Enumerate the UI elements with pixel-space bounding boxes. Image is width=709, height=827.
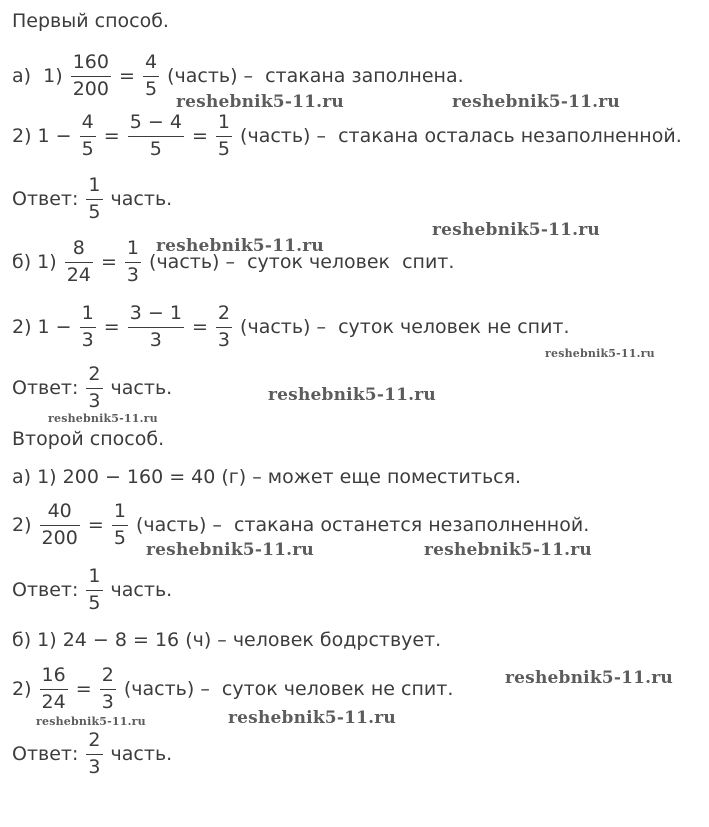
numerator: 4 bbox=[144, 51, 158, 73]
method1-title-text: Первый способ. bbox=[12, 10, 169, 32]
denominator: 3 bbox=[101, 691, 114, 714]
fraction bbox=[128, 112, 184, 161]
numerator: 160 bbox=[72, 51, 109, 73]
denominator: 200 bbox=[41, 527, 78, 550]
watermark-text: reshebnik5-11.ru bbox=[268, 385, 436, 405]
equals-sign: = bbox=[112, 65, 141, 88]
answer-label: Ответ: bbox=[12, 377, 85, 400]
fraction-bar bbox=[100, 689, 116, 691]
fraction-bar bbox=[216, 327, 232, 329]
denominator: 200 bbox=[72, 78, 109, 101]
fraction bbox=[125, 238, 141, 287]
fraction bbox=[216, 112, 232, 161]
step-text: (часть) – суток человек спит. bbox=[143, 251, 455, 274]
denominator: 5 bbox=[149, 138, 162, 161]
watermark-text: reshebnik5-11.ru bbox=[36, 715, 146, 728]
denominator: 5 bbox=[88, 201, 101, 224]
step-label: 2) bbox=[12, 514, 38, 537]
step-text: (часть) – стакана заполнена. bbox=[161, 65, 464, 88]
step-label: 2) 1 − bbox=[12, 316, 78, 339]
numerator: 1 bbox=[217, 111, 231, 133]
method2-b-step2 bbox=[12, 665, 453, 714]
fraction bbox=[80, 112, 96, 161]
fraction bbox=[100, 665, 116, 714]
step-text: а) 1) 200 − 160 = 40 (г) – может еще поместиться. bbox=[12, 466, 522, 488]
method1-b-step2 bbox=[12, 303, 570, 352]
method2-answer-b bbox=[12, 730, 172, 779]
method1-title bbox=[12, 12, 169, 31]
watermark-text: reshebnik5-11.ru bbox=[452, 92, 620, 112]
equals-sign: = bbox=[185, 316, 214, 339]
answer-text: часть. bbox=[104, 377, 173, 400]
method2-a-step1 bbox=[12, 468, 521, 487]
answer-text: часть. bbox=[104, 743, 173, 766]
equals-sign: = bbox=[97, 125, 126, 148]
step-text: (часть) – стакана останется незаполненной. bbox=[129, 514, 590, 537]
method1-answer-a bbox=[12, 175, 172, 224]
numerator: 16 bbox=[41, 664, 66, 686]
numerator: 2 bbox=[217, 302, 231, 324]
numerator: 2 bbox=[88, 729, 101, 751]
denominator: 5 bbox=[217, 138, 231, 161]
fraction bbox=[216, 303, 232, 352]
denominator: 3 bbox=[217, 329, 231, 352]
step-label: 2) bbox=[12, 678, 38, 701]
equals-sign: = bbox=[185, 125, 214, 148]
watermark-text: reshebnik5-11.ru bbox=[146, 540, 314, 560]
fraction bbox=[143, 52, 159, 101]
denominator: 3 bbox=[88, 756, 101, 779]
fraction-bar bbox=[216, 136, 232, 138]
method2-b-step1 bbox=[12, 631, 441, 650]
method1-a-step2 bbox=[12, 112, 682, 161]
watermark-text: reshebnik5-11.ru bbox=[48, 412, 158, 425]
fraction bbox=[65, 238, 93, 287]
method2-title-text: Второй способ. bbox=[12, 428, 165, 450]
equals-sign: = bbox=[81, 514, 110, 537]
fraction-bar bbox=[143, 76, 159, 78]
fraction-bar bbox=[40, 525, 80, 527]
numerator: 40 bbox=[47, 500, 72, 522]
method2-title bbox=[12, 430, 164, 449]
numerator: 2 bbox=[101, 664, 114, 686]
numerator: 1 bbox=[126, 237, 139, 259]
answer-text: часть. bbox=[104, 188, 173, 211]
fraction bbox=[86, 730, 102, 779]
method1-answer-b bbox=[12, 364, 172, 413]
fraction bbox=[86, 566, 102, 615]
numerator: 1 bbox=[88, 565, 101, 587]
watermark-text: reshebnik5-11.ru bbox=[424, 540, 592, 560]
step-label: 2) 1 − bbox=[12, 125, 78, 148]
denominator: 24 bbox=[66, 264, 91, 287]
numerator: 8 bbox=[72, 237, 85, 259]
fraction-bar bbox=[86, 754, 102, 756]
fraction bbox=[71, 52, 111, 101]
fraction bbox=[40, 665, 68, 714]
watermark-text: reshebnik5-11.ru bbox=[228, 708, 396, 728]
equals-sign: = bbox=[97, 316, 126, 339]
denominator: 3 bbox=[126, 264, 139, 287]
numerator: 1 bbox=[88, 174, 101, 196]
method2-answer-a bbox=[12, 566, 172, 615]
numerator: 3 − 1 bbox=[129, 302, 182, 324]
fraction-bar bbox=[128, 136, 184, 138]
numerator: 2 bbox=[88, 363, 101, 385]
denominator: 5 bbox=[88, 592, 101, 615]
fraction bbox=[86, 364, 102, 413]
step-label: б) 1) bbox=[12, 251, 63, 274]
answer-text: часть. bbox=[104, 579, 173, 602]
denominator: 3 bbox=[81, 329, 94, 352]
watermark-text: reshebnik5-11.ru bbox=[505, 668, 673, 688]
fraction-bar bbox=[86, 590, 102, 592]
fraction bbox=[40, 501, 80, 550]
answer-label: Ответ: bbox=[12, 188, 85, 211]
fraction-bar bbox=[128, 327, 184, 329]
fraction bbox=[86, 175, 102, 224]
denominator: 5 bbox=[113, 527, 126, 550]
fraction-bar bbox=[125, 262, 141, 264]
step-label: а) 1) bbox=[12, 65, 69, 88]
numerator: 1 bbox=[113, 500, 126, 522]
fraction-bar bbox=[112, 525, 128, 527]
watermark-text: reshebnik5-11.ru bbox=[432, 220, 600, 240]
watermark-text: reshebnik5-11.ru bbox=[176, 92, 344, 112]
answer-label: Ответ: bbox=[12, 579, 85, 602]
fraction-bar bbox=[86, 388, 102, 390]
fraction-bar bbox=[80, 136, 96, 138]
numerator: 5 − 4 bbox=[129, 111, 182, 133]
numerator: 1 bbox=[81, 302, 94, 324]
step-text: (часть) – суток человек не спит. bbox=[117, 678, 454, 701]
fraction bbox=[80, 303, 96, 352]
numerator: 4 bbox=[81, 111, 94, 133]
watermark-text: reshebnik5-11.ru bbox=[545, 347, 655, 360]
fraction bbox=[112, 501, 128, 550]
equals-sign: = bbox=[69, 678, 98, 701]
denominator: 3 bbox=[88, 390, 101, 413]
denominator: 5 bbox=[144, 78, 158, 101]
watermark-text: reshebnik5-11.ru bbox=[156, 236, 324, 256]
equals-sign: = bbox=[94, 251, 123, 274]
fraction bbox=[128, 303, 184, 352]
fraction-bar bbox=[40, 689, 68, 691]
fraction-bar bbox=[80, 327, 96, 329]
step-text: б) 1) 24 − 8 = 16 (ч) – человек бодрствует. bbox=[12, 629, 442, 651]
denominator: 3 bbox=[149, 329, 162, 352]
step-text: (часть) – суток человек не спит. bbox=[234, 316, 570, 339]
step-text: (часть) – стакана осталась незаполненной. bbox=[234, 125, 682, 148]
fraction-bar bbox=[65, 262, 93, 264]
fraction-bar bbox=[71, 76, 111, 78]
answer-label: Ответ: bbox=[12, 743, 85, 766]
denominator: 5 bbox=[81, 138, 94, 161]
fraction-bar bbox=[86, 199, 102, 201]
denominator: 24 bbox=[41, 691, 66, 714]
